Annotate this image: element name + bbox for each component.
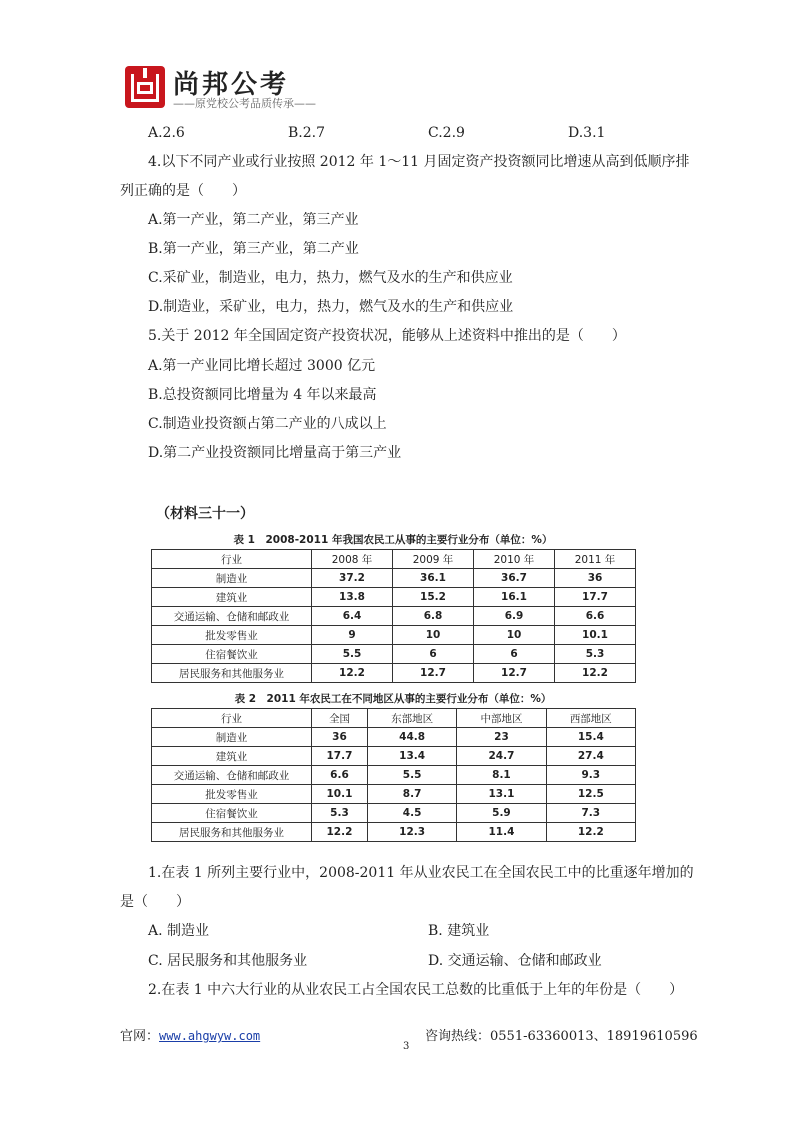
table-cell: 6 xyxy=(393,645,474,664)
header-cell: 2008 年 xyxy=(312,550,393,569)
q4-option-b: B.第一产业，第三产业，第二产业 xyxy=(148,241,359,257)
table-cell: 12.5 xyxy=(546,785,635,804)
table-cell: 住宿餐饮业 xyxy=(152,645,312,664)
table-row xyxy=(152,766,636,785)
q5-option-b: B.总投资额同比增量为 4 年以来最高 xyxy=(148,387,377,403)
q5-stem: 5.关于 2012 年全国固定资产投资状况，能够从上述资料中推出的是（ ） xyxy=(148,328,626,344)
q1-option-a: A. 制造业 xyxy=(148,923,210,939)
q4-stem-continued: 列正确的是（ ） xyxy=(120,183,246,199)
table-row xyxy=(152,728,636,747)
header-cell: 中部地区 xyxy=(457,709,546,728)
table-cell: 交通运输、仓储和邮政业 xyxy=(152,766,312,785)
table-header-row xyxy=(152,709,636,728)
table-row xyxy=(152,823,636,842)
footer-hotline: 咨询热线：0551-63360013、18919610596 xyxy=(425,1029,698,1044)
table-cell: 7.3 xyxy=(546,804,635,823)
table2 xyxy=(151,708,636,842)
table-header-row xyxy=(152,550,636,569)
table-cell: 10 xyxy=(393,626,474,645)
table-cell: 12.2 xyxy=(555,664,636,683)
table-cell: 4.5 xyxy=(367,804,456,823)
table-cell: 36.7 xyxy=(474,569,555,588)
table-cell: 5.3 xyxy=(555,645,636,664)
table-cell: 15.2 xyxy=(393,588,474,607)
table1 xyxy=(151,549,636,683)
table-cell: 36 xyxy=(312,728,368,747)
table-cell: 交通运输、仓储和邮政业 xyxy=(152,607,312,626)
table-cell: 建筑业 xyxy=(152,588,312,607)
table-cell: 37.2 xyxy=(312,569,393,588)
header-cell: 全国 xyxy=(312,709,368,728)
table-cell: 8.1 xyxy=(457,766,546,785)
table-cell: 12.7 xyxy=(474,664,555,683)
table-cell: 36 xyxy=(555,569,636,588)
q4-option-d: D.制造业，采矿业，电力，热力，燃气及水的生产和供应业 xyxy=(148,299,514,315)
q1-option-d: D. 交通运输、仓储和邮政业 xyxy=(428,953,602,969)
table-cell: 15.4 xyxy=(546,728,635,747)
table-cell: 6.9 xyxy=(474,607,555,626)
table-cell: 12.3 xyxy=(367,823,456,842)
header-cell: 行业 xyxy=(152,550,312,569)
q3-option-b: B.2.7 xyxy=(288,125,326,141)
q3-option-d: D.3.1 xyxy=(568,125,606,141)
table-cell: 5.3 xyxy=(312,804,368,823)
website-link[interactable]: www.ahgwyw.com xyxy=(159,1029,261,1043)
table-cell: 36.1 xyxy=(393,569,474,588)
table-cell: 6.6 xyxy=(312,766,368,785)
table-cell: 13.4 xyxy=(367,747,456,766)
header-cell: 行业 xyxy=(152,709,312,728)
header-cell: 西部地区 xyxy=(546,709,635,728)
q1-stem-continued: 是（ ） xyxy=(120,894,190,910)
table-cell: 9 xyxy=(312,626,393,645)
table-row xyxy=(152,747,636,766)
table-cell: 12.2 xyxy=(312,664,393,683)
q1-option-b: B. 建筑业 xyxy=(428,923,490,939)
table-row xyxy=(152,664,636,683)
table-cell: 44.8 xyxy=(367,728,456,747)
table-cell: 27.4 xyxy=(546,747,635,766)
header-cell: 东部地区 xyxy=(367,709,456,728)
q3-option-a: A.2.6 xyxy=(148,125,185,141)
table1-caption: 表 1 2008-2011 年我国农民工从事的主要行业分布（单位：%） xyxy=(233,534,553,546)
table-cell: 17.7 xyxy=(312,747,368,766)
table-cell: 6.6 xyxy=(555,607,636,626)
table-row xyxy=(152,626,636,645)
footer-website xyxy=(120,1025,260,1044)
table-cell: 居民服务和其他服务业 xyxy=(152,664,312,683)
page-number: 3 xyxy=(403,1041,410,1052)
q5-option-d: D.第二产业投资额同比增量高于第三产业 xyxy=(148,445,402,461)
header-cell: 2009 年 xyxy=(393,550,474,569)
table-row xyxy=(152,588,636,607)
table-cell: 6 xyxy=(474,645,555,664)
table-cell: 制造业 xyxy=(152,569,312,588)
table-cell: 12.7 xyxy=(393,664,474,683)
logo-icon xyxy=(125,66,165,108)
brand-slogan: ——原党校公考品质传承—— xyxy=(173,97,316,110)
table-cell: 16.1 xyxy=(474,588,555,607)
table-row xyxy=(152,569,636,588)
table2-caption: 表 2 2011 年农民工在不同地区从事的主要行业分布（单位：%） xyxy=(234,693,552,705)
table-cell: 住宿餐饮业 xyxy=(152,804,312,823)
q2-stem: 2.在表 1 中六大行业的从业农民工占全国农民工总数的比重低于上年的年份是（ ） xyxy=(148,982,684,998)
q1-option-c: C. 居民服务和其他服务业 xyxy=(148,953,308,969)
table-cell: 批发零售业 xyxy=(152,626,312,645)
table-row xyxy=(152,645,636,664)
q4-option-c: C.采矿业，制造业，电力，热力，燃气及水的生产和供应业 xyxy=(148,270,513,286)
table-cell: 12.2 xyxy=(546,823,635,842)
q5-option-a: A.第一产业同比增长超过 3000 亿元 xyxy=(148,358,376,374)
table-cell: 24.7 xyxy=(457,747,546,766)
table-cell: 6.8 xyxy=(393,607,474,626)
header-cell: 2011 年 xyxy=(555,550,636,569)
table-cell: 12.2 xyxy=(312,823,368,842)
table-cell: 6.4 xyxy=(312,607,393,626)
table-cell: 10.1 xyxy=(555,626,636,645)
table-cell: 5.9 xyxy=(457,804,546,823)
table-cell: 9.3 xyxy=(546,766,635,785)
table-cell: 居民服务和其他服务业 xyxy=(152,823,312,842)
q1-stem: 1.在表 1 所列主要行业中，2008-2011 年从业农民工在全国农民工中的比重逐年增加的 xyxy=(148,865,694,881)
table-cell: 批发零售业 xyxy=(152,785,312,804)
table-cell: 13.8 xyxy=(312,588,393,607)
table-cell: 23 xyxy=(457,728,546,747)
q4-stem: 4.以下不同产业或行业按照 2012 年 1～11 月固定资产投资额同比增速从高到低顺序排 xyxy=(148,154,690,170)
table-cell: 5.5 xyxy=(312,645,393,664)
table-cell: 17.7 xyxy=(555,588,636,607)
q5-option-c: C.制造业投资额占第二产业的八成以上 xyxy=(148,416,387,432)
q4-option-a: A.第一产业，第二产业，第三产业 xyxy=(148,212,359,228)
table-row xyxy=(152,804,636,823)
table-cell: 5.5 xyxy=(367,766,456,785)
table-cell: 13.1 xyxy=(457,785,546,804)
table-cell: 建筑业 xyxy=(152,747,312,766)
table-cell: 11.4 xyxy=(457,823,546,842)
footer-site-label: 官网： xyxy=(120,1029,160,1044)
table-cell: 8.7 xyxy=(367,785,456,804)
table-row xyxy=(152,607,636,626)
section-title: （材料三十一） xyxy=(156,506,254,522)
brand-name: 尚邦公考 xyxy=(173,70,290,100)
table-row xyxy=(152,785,636,804)
table-cell: 制造业 xyxy=(152,728,312,747)
table-cell: 10.1 xyxy=(312,785,368,804)
table-cell: 10 xyxy=(474,626,555,645)
header-cell: 2010 年 xyxy=(474,550,555,569)
q3-option-c: C.2.9 xyxy=(428,125,465,141)
